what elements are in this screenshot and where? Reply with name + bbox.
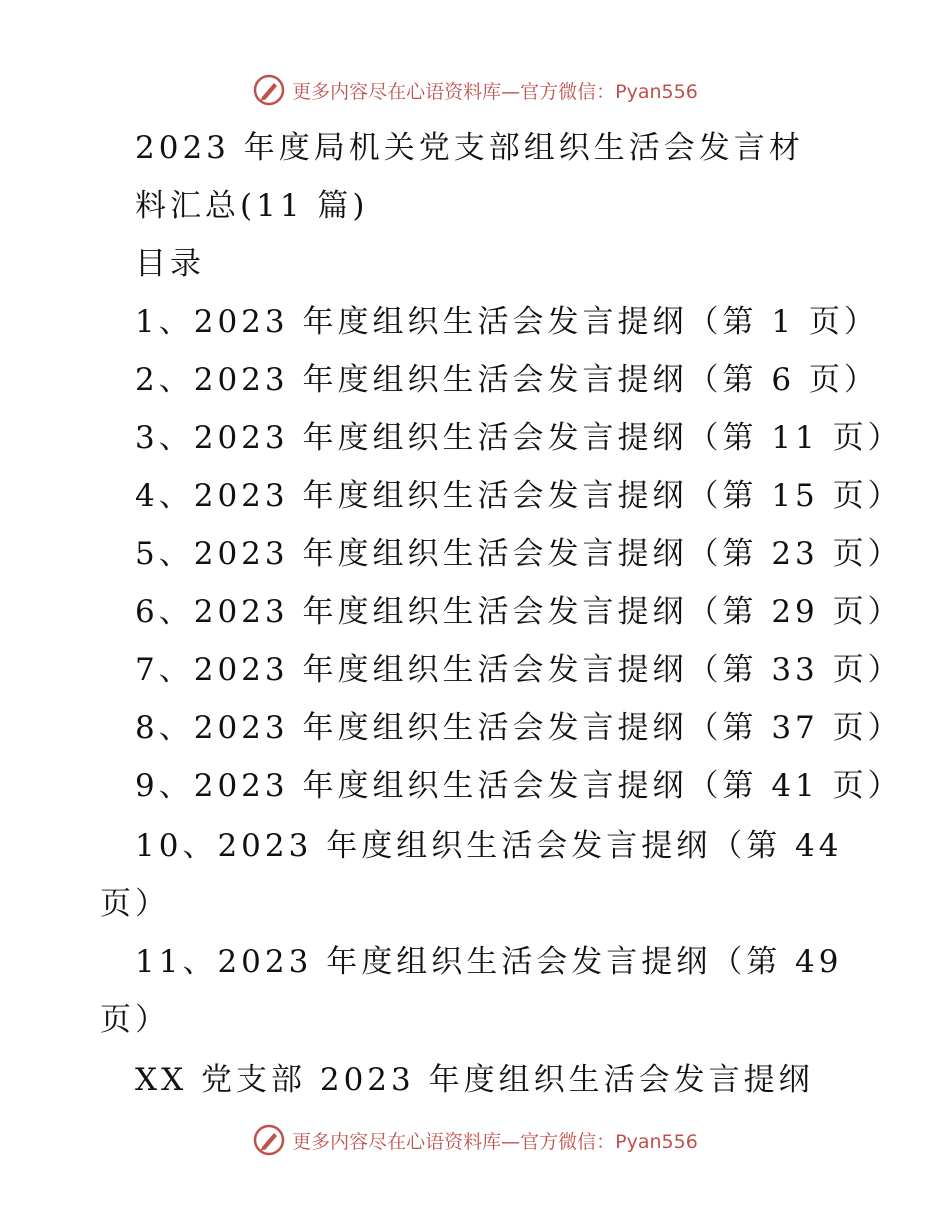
toc-entry-1: 1、2023 年度组织生活会发言提纲（第 1 页）	[135, 304, 879, 340]
header-watermark	[0, 70, 950, 110]
toc-entry-11-continued: 页）	[100, 1002, 170, 1038]
toc-entry-5: 5、2023 年度组织生活会发言提纲（第 23 页）	[135, 536, 903, 572]
toc-entry-2: 2、2023 年度组织生活会发言提纲（第 6 页）	[135, 362, 879, 398]
document-title-line-1: 2023 年度局机关党支部组织生活会发言材	[135, 130, 804, 166]
toc-entry-7: 7、2023 年度组织生活会发言提纲（第 33 页）	[135, 652, 903, 688]
watermark-text: 更多内容尽在心语资料库—官方微信：Pyan556	[292, 1130, 698, 1153]
toc-entry-3: 3、2023 年度组织生活会发言提纲（第 11 页）	[135, 420, 903, 456]
footer-watermark	[0, 1120, 950, 1160]
toc-entry-11: 11、2023 年度组织生活会发言提纲（第 49	[135, 944, 843, 980]
pen-logo-icon	[252, 1123, 286, 1157]
toc-entry-8: 8、2023 年度组织生活会发言提纲（第 37 页）	[135, 710, 903, 746]
toc-entry-6: 6、2023 年度组织生活会发言提纲（第 29 页）	[135, 594, 903, 630]
watermark-text: 更多内容尽在心语资料库—官方微信：Pyan556	[292, 80, 698, 103]
toc-entry-9: 9、2023 年度组织生活会发言提纲（第 41 页）	[135, 768, 903, 804]
toc-entry-10: 10、2023 年度组织生活会发言提纲（第 44	[135, 828, 843, 864]
toc-entry-4: 4、2023 年度组织生活会发言提纲（第 15 页）	[135, 478, 903, 514]
document-title-line-2: 料汇总(11 篇)	[135, 188, 369, 224]
toc-heading: 目录	[135, 246, 205, 282]
pen-logo-icon	[252, 73, 286, 107]
section-heading: XX 党支部 2023 年度组织生活会发言提纲	[135, 1062, 814, 1098]
toc-entry-10-continued: 页）	[100, 886, 170, 922]
